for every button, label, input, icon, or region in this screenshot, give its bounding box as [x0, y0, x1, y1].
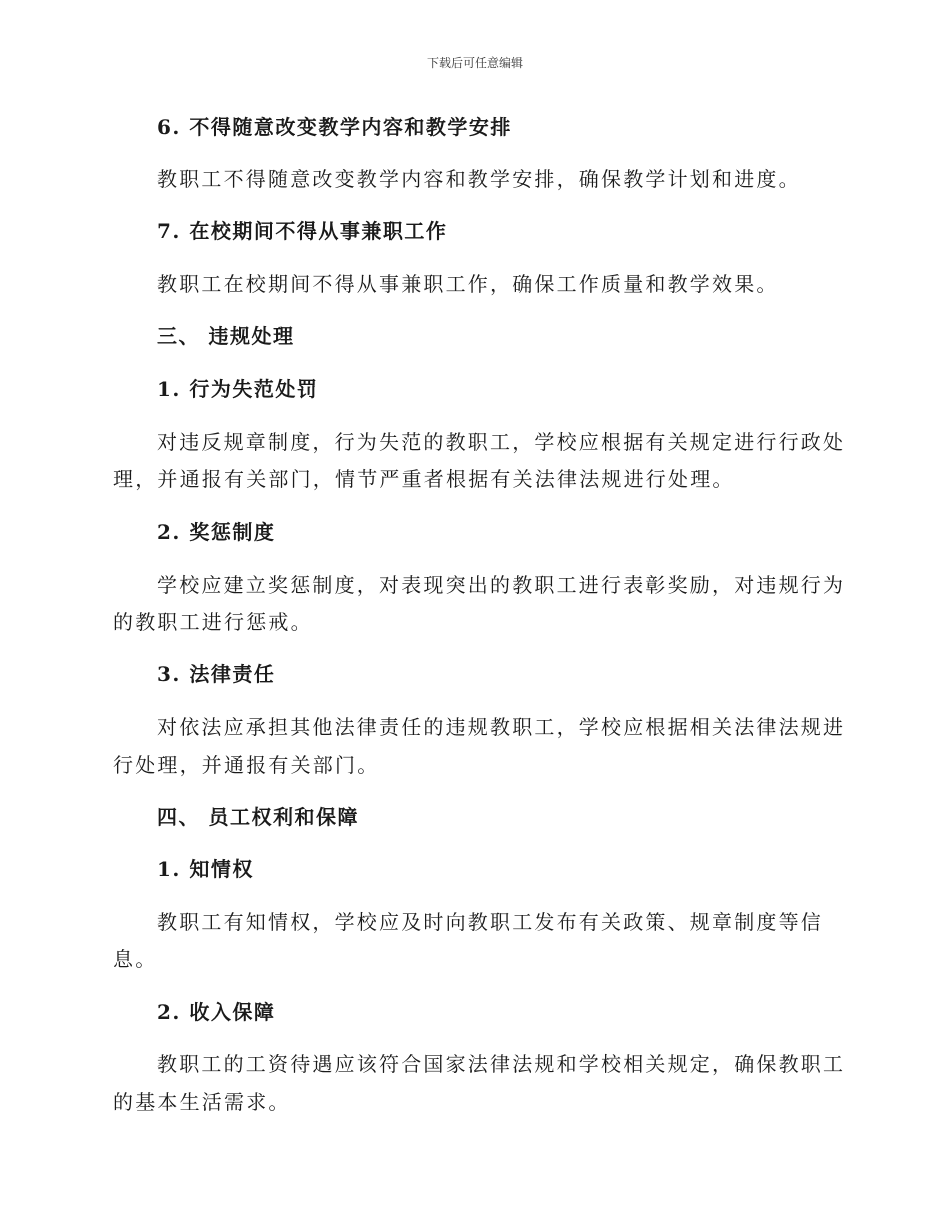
heading-income-guarantee: 2. 收入保障 — [157, 1000, 276, 1024]
paragraph-reward-line1: 学校应建立奖惩制度，对表现突出的教职工进行表彰奖励，对违规行为 — [157, 573, 846, 597]
heading-item-7: 7. 在校期间不得从事兼职工作 — [157, 219, 448, 243]
paragraph-income-line1: 教职工的工资待遇应该符合国家法律法规和学校相关规定，确保教职工 — [157, 1052, 846, 1076]
heading-right-to-know: 1. 知情权 — [157, 857, 254, 881]
paragraph-legal-line2: 行处理，并通报有关部门。 — [113, 753, 380, 777]
paragraph-right-to-know-line2: 息。 — [113, 947, 158, 971]
heading-legal-liability: 3. 法律责任 — [157, 662, 276, 686]
paragraph-item-7: 教职工在校期间不得从事兼职工作，确保工作质量和教学效果。 — [157, 272, 779, 296]
paragraph-item-6: 教职工不得随意改变教学内容和教学安排，确保教学计划和进度。 — [157, 167, 801, 191]
page-header: 下载后可任意编辑 — [426, 56, 523, 70]
section-heading-rights: 四、 员工权利和保障 — [157, 805, 359, 829]
section-heading-violations: 三、 违规处理 — [157, 324, 295, 348]
paragraph-misconduct-line1: 对违反规章制度，行为失范的教职工，学校应根据有关规定进行行政处 — [157, 430, 846, 454]
heading-reward-punishment: 2. 奖惩制度 — [157, 520, 276, 544]
paragraph-reward-line2: 的教职工进行惩戒。 — [113, 610, 313, 634]
paragraph-misconduct-line2: 理，并通报有关部门，情节严重者根据有关法律法规进行处理。 — [113, 467, 735, 491]
heading-item-6: 6. 不得随意改变教学内容和教学安排 — [157, 115, 512, 139]
paragraph-legal-line1: 对依法应承担其他法律责任的违规教职工，学校应根据相关法律法规进 — [157, 715, 846, 739]
heading-misconduct-penalty: 1. 行为失范处罚 — [157, 377, 319, 401]
paragraph-income-line2: 的基本生活需求。 — [113, 1090, 291, 1114]
paragraph-right-to-know-line1: 教职工有知情权，学校应及时向教职工发布有关政策、规章制度等信 — [157, 910, 823, 934]
